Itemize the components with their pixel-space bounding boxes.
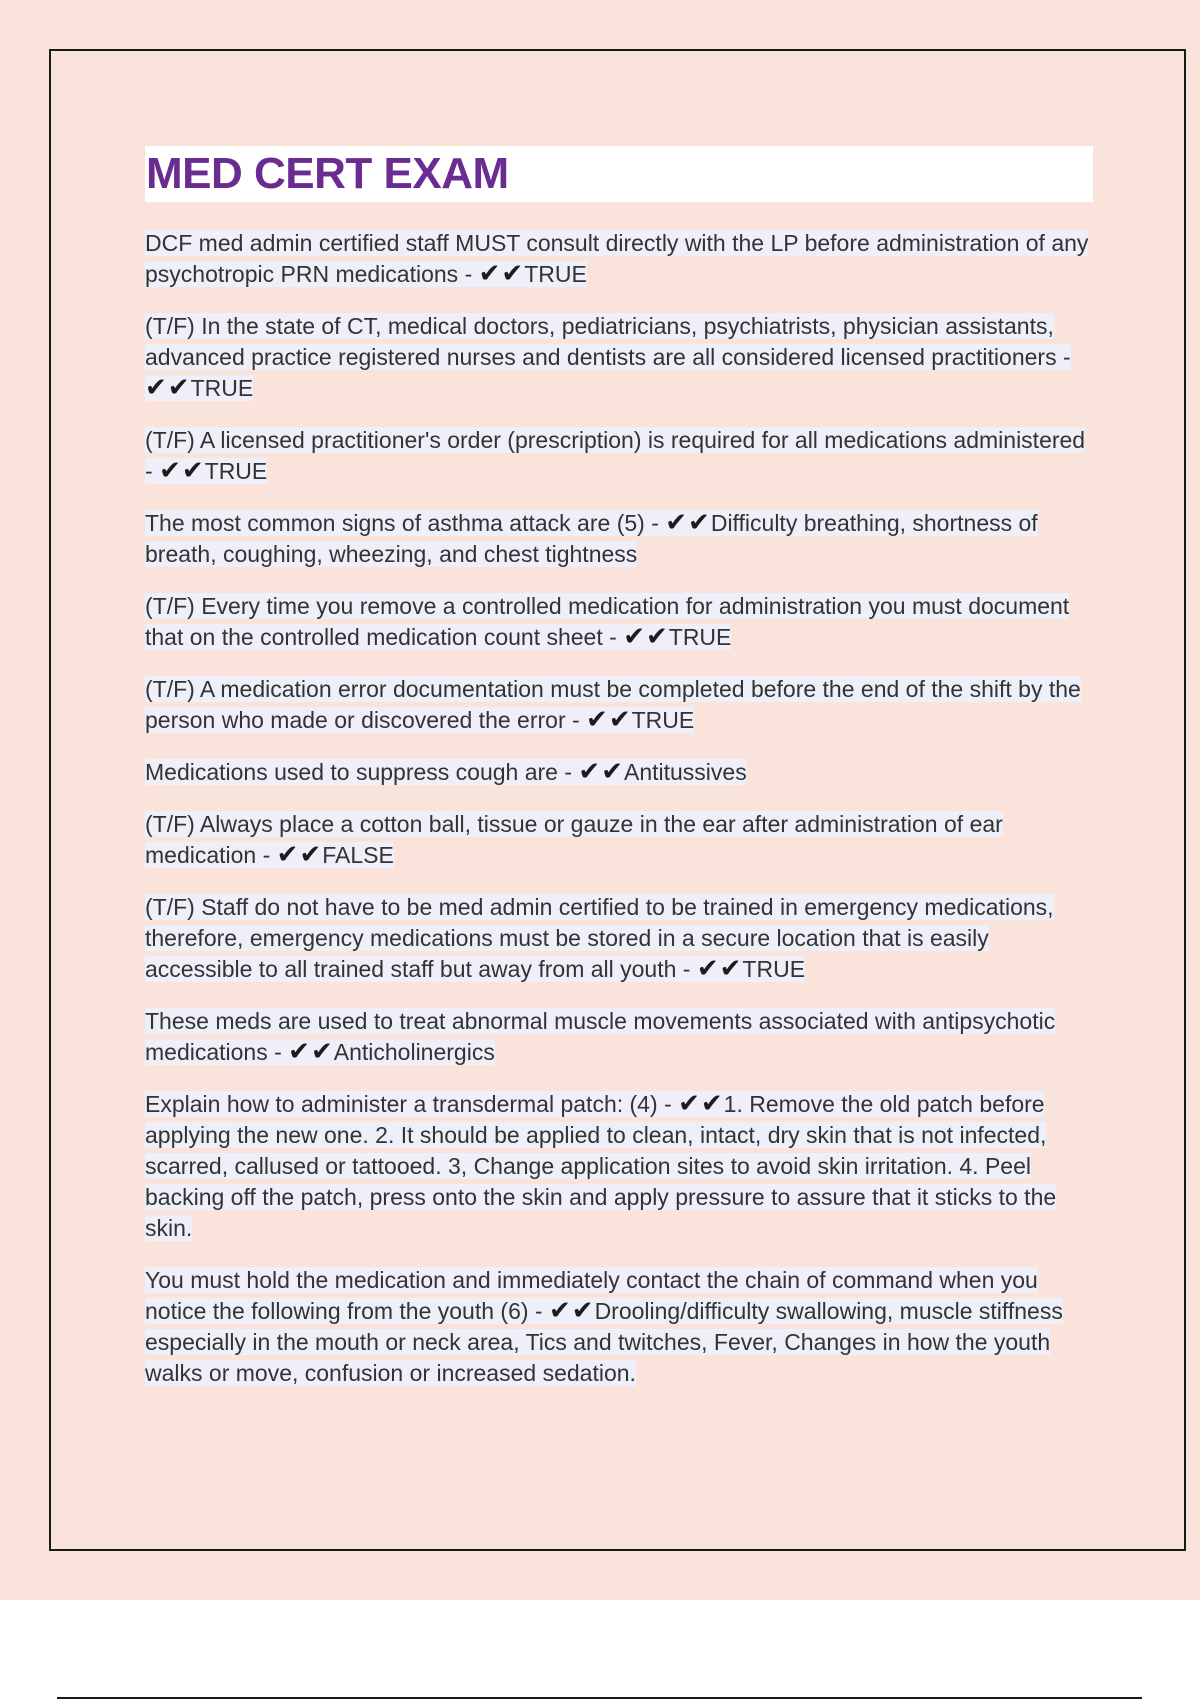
question-text: You must hold the medication and immediately contact the chain of command when you notice the following from the youth (6) - — [145, 1267, 1038, 1324]
answer-text: TRUE — [742, 956, 806, 982]
bottom-divider — [57, 1697, 1142, 1699]
answer-text: Antitussives — [623, 759, 747, 785]
question-text: (T/F) In the state of CT, medical doctors, pediatricians, psychiatrists, physician assistants, advanced practice registered nurses and dentists are all considered licensed practitioners - — [145, 313, 1071, 370]
question-text: (T/F) Staff do not have to be med admin certified to be trained in emergency medications, therefore, emergency medications must be stored in a secure location that is easily accessible to all trained staff but away from all youth - — [145, 894, 1054, 982]
title-banner — [145, 146, 1093, 202]
answer-text: Difficulty breathing, shortness of breath, coughing, wheezing, and chest tightness — [145, 510, 1038, 567]
qa-item — [145, 591, 1093, 653]
question-text: (T/F) Every time you remove a controlled medication for administration you must document that on the controlled medication count sheet - — [145, 593, 1070, 650]
answer-text: TRUE — [524, 261, 587, 287]
question-text: These meds are used to treat abnormal muscle movements associated with antipsychotic medications - — [145, 1008, 1056, 1065]
checkmark-icon: ✔✔ — [678, 1089, 724, 1119]
checkmark-icon: ✔✔ — [288, 1037, 334, 1067]
answer-text: Anticholinergics — [333, 1039, 495, 1065]
qa-item — [145, 1089, 1093, 1244]
checkmark-icon: ✔✔ — [696, 954, 743, 984]
question-text: DCF med admin certified staff MUST consult directly with the LP before administration of any psychotropic PRN medications - — [145, 230, 1089, 287]
question-text: Medications used to suppress cough are - — [145, 759, 579, 785]
qa-item — [145, 425, 1093, 487]
checkmark-icon: ✔✔ — [578, 757, 624, 787]
checkmark-icon: ✔✔ — [623, 622, 669, 652]
qa-item — [145, 674, 1093, 736]
checkmark-icon: ✔✔ — [159, 456, 205, 486]
question-text: The most common signs of asthma attack are (5) - — [145, 510, 666, 536]
qa-item — [145, 1006, 1093, 1068]
qa-item — [145, 1265, 1093, 1389]
answer-text: TRUE — [204, 458, 268, 484]
answer-text: 1. Remove the old patch before applying the new one. 2. It should be applied to clean, intact, dry skin that is not infected, scarred, callused or tattooed. 3, Change application sites to avoid skin irritation. 4. Peel backing off the patch, press onto the skin and apply pressure to assure that it sticks to the skin. — [145, 1091, 1057, 1241]
checkmark-icon: ✔✔ — [145, 373, 191, 403]
qa-item — [145, 311, 1093, 404]
answer-text: TRUE — [631, 707, 695, 733]
answer-text: TRUE — [668, 624, 732, 650]
qa-item — [145, 809, 1093, 871]
checkmark-icon: ✔✔ — [548, 1296, 595, 1326]
answer-text: TRUE — [190, 375, 254, 401]
answer-text: FALSE — [322, 842, 394, 868]
qa-item — [145, 508, 1093, 570]
qa-item — [145, 757, 1093, 788]
qa-item — [145, 228, 1093, 290]
page-title: MED CERT EXAM — [146, 149, 509, 198]
answer-text: Drooling/difficulty swallowing, muscle stiffness especially in the mouth or neck area, Tics and twitches, Fever, Changes in how the youth walks or move, confusion or increased sedation. — [145, 1298, 1063, 1386]
checkmark-icon: ✔✔ — [665, 508, 711, 538]
question-text: (T/F) A medication error documentation must be completed before the end of the shift by the person who made or discovered the error - — [145, 676, 1081, 733]
document-content — [145, 146, 1093, 1410]
question-text: (T/F) A licensed practitioner's order (prescription) is required for all medications administered - — [145, 427, 1086, 484]
question-text: (T/F) Always place a cotton ball, tissue or gauze in the ear after administration of ear medication - — [145, 811, 1003, 868]
checkmark-icon: ✔✔ — [586, 705, 632, 735]
checkmark-icon: ✔✔ — [478, 259, 525, 289]
question-text: Explain how to administer a transdermal patch: (4) - — [145, 1091, 679, 1117]
qa-item — [145, 892, 1093, 985]
checkmark-icon: ✔✔ — [276, 840, 323, 870]
